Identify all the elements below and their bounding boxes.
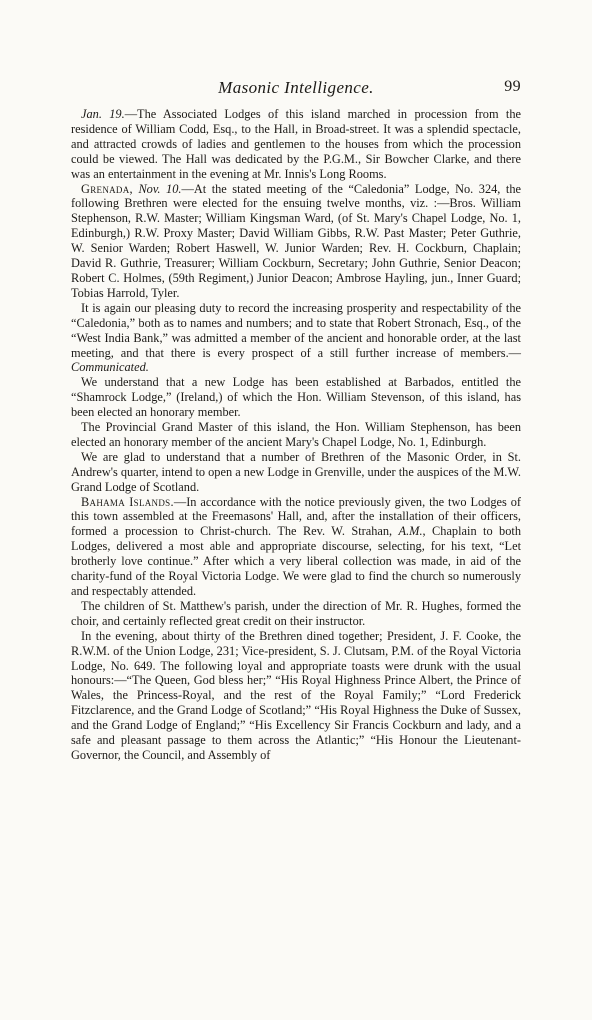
paragraph-provincial-grand-master	[71, 420, 521, 450]
place-lead: Grenada,	[81, 181, 133, 196]
paragraph-text: —In accordance with the notice previously given, the two Lodges of this town assembled at the Freemasons' Hall, and, after the installation of their officers, formed a procession to Christ-church. The Rev. W. Strahan,	[71, 494, 521, 539]
paragraph-children-choir	[71, 599, 521, 629]
paragraph-text: We are glad to understand that a number of Brethren of the Masonic Order, in St. Andrew's quarter, intend to open a new Lodge in Grenville, under the auspices of the M.W. Grand Lodge of Scotland.	[71, 449, 521, 494]
paragraph-text: We understand that a new Lodge has been established at Barbados, entitled the “Shamrock Lodge,” (Ireland,) of which the Hon. William Stevenson, of this island, has been elected an honorary member.	[71, 375, 521, 420]
paragraph-grenada	[71, 182, 521, 301]
paragraph-text: —At the stated meeting of the “Caledonia” Lodge, No. 324, the following Brethren were elected for the ensuing twelve months, viz. :—Bros. William Stephenson, R.W. Master; William Kingsman Ward, (of St. Mary's Chapel Lodge, No. 1, Edinburgh,) R.W. Proxy Master; David William Gibbs, R.W. Past Master; Peter Guthrie, W. Senior Warden; Robert Haswell, W. Junior Warden; Rev. H. Cockburn, Chaplain; David R. Guthrie, Treasurer; William Cockburn, Secretary; John Guthrie, Senior Deacon; Robert C. Holmes, (59th Regiment,) Junior Deacon; Ambrose Hayling, jun., Inner Guard; Tobias Harrold, Tyler.	[71, 181, 521, 300]
article-body	[71, 107, 521, 763]
place-lead: Bahama Islands.	[81, 494, 174, 509]
paragraph-text: —The Associated Lodges of this island marched in procession from the residence of William Codd, Esq., to the Hall, in Broad-street. It was a splendid spectacle, and attracted crowds of ladies and gentlemen to the houses from which the procession could be viewed. The Hall was dedicated by the P.G.M., Sir Bowcher Clarke, and there was an entertainment in the evening at Mr. Innis's Long Rooms.	[71, 107, 521, 181]
running-title: Masonic Intelligence.	[218, 78, 374, 97]
date-lead: Jan. 19.	[81, 107, 125, 121]
paragraph-bahama-islands	[71, 495, 521, 599]
paragraph-evening-dinner	[71, 629, 521, 763]
paragraph-new-lodge-grenville	[71, 450, 521, 495]
paragraph-text: It is again our pleasing duty to record the increasing prosperity and respectability of the “Caledonia,” both as to names and numbers; and to state that Robert Stronach, Esq., of the “West India Bank,” was admitted a member of the ancient and honorable order, at the last meeting, and that there is every prospect of a still further increase of members.—	[71, 300, 521, 360]
paragraph-text: The Provincial Grand Master of this island, the Hon. William Stephenson, has been elected an honorary member of the ancient Mary's Chapel Lodge, No. 1, Edinburgh.	[71, 420, 521, 449]
paragraph-shamrock-lodge	[71, 375, 521, 420]
paragraph-text: The children of St. Matthew's parish, under the direction of Mr. R. Hughes, formed the choir, and certainly reflected great credit on their instructor.	[71, 598, 521, 628]
page-number: 99	[504, 78, 521, 95]
paragraph-text-continued: , Chaplain to both Lodges, delivered a most able and appropriate discourse, selecting, for his text, “Let brotherly love continue.” After which a very liberal collection was made, in aid of the charity-fund of the Royal Victoria Lodge. We were glad to find the church so numerously and respectably attended.	[71, 524, 521, 598]
degree-italic: A.M.	[398, 524, 423, 539]
communicated-note: Communicated.	[71, 360, 149, 375]
paragraph-caledonia-prosperity	[71, 301, 521, 376]
paragraph-text: In the evening, about thirty of the Brethren dined together; President, J. F. Cooke, the R.W.M. of the Union Lodge, 231; Vice-president, S. J. Clutsam, P.M. of the Royal Victoria Lodge, No. 649. The following loyal and appropriate toasts were drunk with the usual honours:—“The Queen, God bless her;” “His Royal Highness Prince Albert, the Prince of Wales, the Princess-Royal, and the rest of the Royal Family;” “Lord Frederick Fitzclarence, and the Grand Lodge of Scotland;” “His Royal Highness the Duke of Sussex, and the Grand Lodge of England;” “His Excellency Sir Francis Cockburn and lady, and a safe and pleasant passage to them across the Atlantic;” “His Honour the Lieutenant-Governor, the Council, and Assembly of	[71, 628, 521, 762]
paragraph-jan-19	[71, 107, 521, 182]
date-lead: Nov. 10.	[132, 181, 182, 196]
running-header	[71, 78, 521, 104]
